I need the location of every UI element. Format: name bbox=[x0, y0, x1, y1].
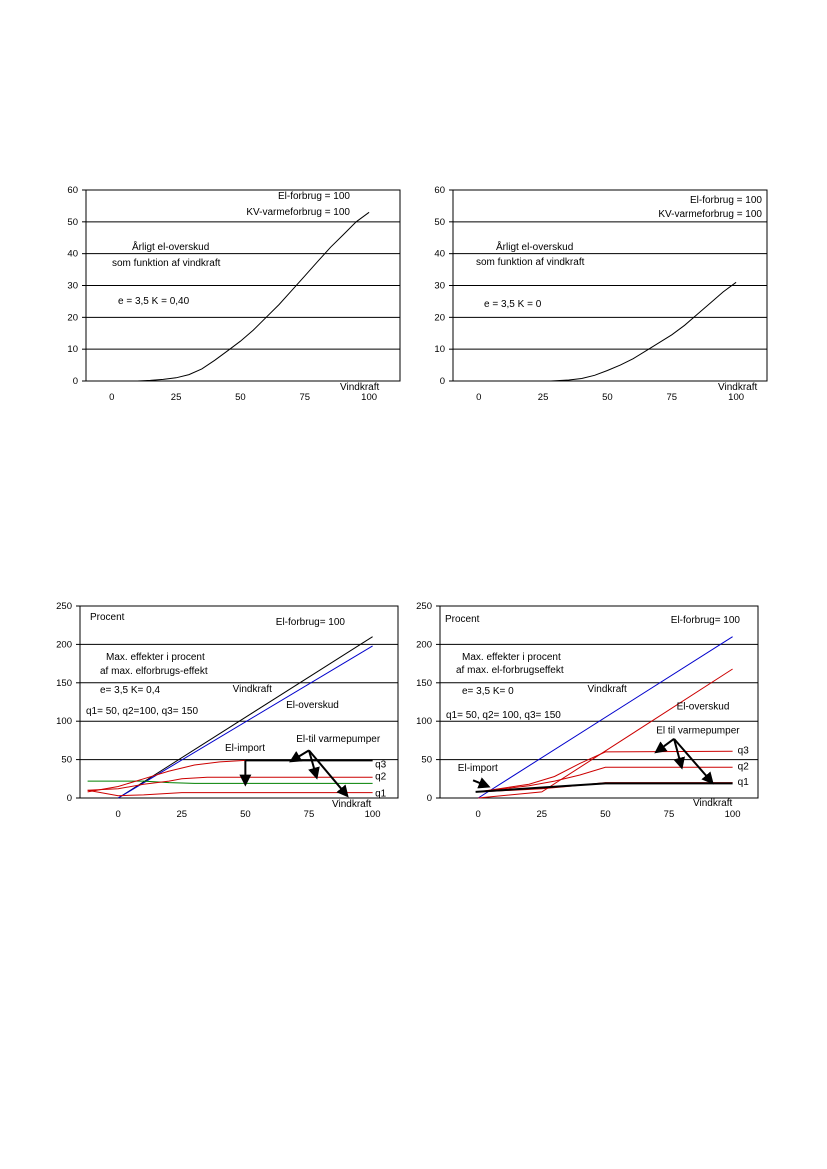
series-line-el-overskud bbox=[551, 282, 736, 381]
annotation-label: q1 bbox=[737, 776, 749, 788]
y-tick-label: 20 bbox=[434, 312, 445, 324]
y-tick-label: 150 bbox=[416, 677, 432, 689]
chart-1 bbox=[67, 185, 400, 403]
annotation-label: q3 bbox=[737, 745, 749, 757]
y-tick-label: 200 bbox=[416, 639, 432, 651]
annotation-label: Vindkraft bbox=[587, 684, 627, 696]
y-tick-label: 150 bbox=[56, 677, 72, 689]
annotation-arrow bbox=[473, 780, 488, 786]
annotation-label: q2 bbox=[375, 771, 387, 783]
legend-text: KV-varmeforbrug = 100 bbox=[658, 209, 762, 220]
chart-title-line: af max. el-forbrugseffekt bbox=[456, 665, 564, 676]
legend-text: El-forbrug = 100 bbox=[278, 191, 350, 202]
y-tick-label: 0 bbox=[72, 376, 78, 387]
chart-title-line: Max. effekter i procent bbox=[462, 652, 561, 663]
x-axis-label: Vindkraft bbox=[332, 799, 372, 810]
x-axis-label: Vindkraft bbox=[718, 382, 758, 393]
y-tick-label: 0 bbox=[426, 793, 432, 804]
x-tick-label: 0 bbox=[115, 809, 121, 820]
x-tick-label: 100 bbox=[364, 809, 381, 820]
y-tick-label: 50 bbox=[421, 754, 432, 766]
legend-text: El-forbrug= 100 bbox=[670, 615, 740, 626]
x-tick-label: 100 bbox=[361, 392, 378, 403]
plot-frame bbox=[80, 606, 398, 798]
params-text: e= 3,5 K= 0,4 bbox=[100, 685, 161, 696]
y-tick-label: 30 bbox=[434, 280, 445, 292]
chart-4 bbox=[416, 601, 758, 820]
x-tick-label: 75 bbox=[666, 392, 678, 403]
legend-text: El-forbrug = 100 bbox=[690, 195, 762, 206]
x-tick-label: 0 bbox=[109, 392, 115, 403]
x-tick-label: 50 bbox=[240, 809, 251, 820]
annotation-label: El-overskud bbox=[676, 701, 730, 713]
x-tick-label: 75 bbox=[299, 392, 311, 403]
y-tick-label: 50 bbox=[434, 216, 445, 228]
y-tick-label: 40 bbox=[434, 248, 445, 260]
annotation-label: El-import bbox=[225, 743, 266, 755]
annotation-label: q3 bbox=[375, 759, 387, 771]
annotation-label: El til varmepumper bbox=[656, 725, 740, 737]
series-line-q2 bbox=[478, 767, 732, 792]
chart-title-line: Årligt el-overskud bbox=[132, 242, 210, 253]
annotation-label: Vindkraft bbox=[232, 684, 272, 696]
x-tick-label: 100 bbox=[724, 809, 741, 820]
y-tick-label: 10 bbox=[67, 344, 78, 356]
annotation-label: q2 bbox=[737, 761, 749, 773]
annotation-label: El-overskud bbox=[286, 700, 339, 712]
y-tick-label: 0 bbox=[439, 376, 445, 387]
annotation-label: El-til varmepumper bbox=[296, 733, 381, 745]
x-tick-label: 25 bbox=[170, 392, 182, 403]
x-tick-label: 0 bbox=[475, 809, 481, 820]
x-tick-label: 100 bbox=[728, 392, 745, 403]
params-text: e= 3,5 K= 0 bbox=[462, 686, 514, 697]
y-tick-label: 60 bbox=[434, 185, 445, 196]
x-tick-label: 25 bbox=[176, 809, 188, 820]
chart-title-line: som funktion af vindkraft bbox=[476, 257, 585, 268]
x-tick-label: 75 bbox=[663, 809, 675, 820]
y-tick-label: 250 bbox=[56, 601, 72, 612]
annotation-arrow bbox=[656, 739, 674, 752]
chart-title-line: Årligt el-overskud bbox=[496, 242, 574, 253]
y-tick-label: 200 bbox=[56, 639, 72, 651]
annotation-label: El-import bbox=[457, 763, 498, 775]
y-tick-label: 50 bbox=[61, 754, 72, 766]
y-tick-label: 60 bbox=[67, 185, 78, 196]
x-tick-label: 50 bbox=[602, 392, 613, 403]
chart-title-line: Max. effekter i procent bbox=[106, 652, 205, 663]
chart-title-line: af max. elforbrugs-effekt bbox=[100, 666, 208, 677]
params-text-2: q1= 50, q2=100, q3= 150 bbox=[86, 706, 199, 717]
chart-title-line: som funktion af vindkraft bbox=[112, 258, 221, 269]
y-tick-label: 100 bbox=[56, 716, 72, 728]
y-axis-label: Procent bbox=[445, 614, 480, 625]
params-text: e = 3,5 K = 0,40 bbox=[118, 296, 190, 307]
series-line-q3 bbox=[478, 751, 732, 792]
x-tick-label: 50 bbox=[235, 392, 246, 403]
x-tick-label: 0 bbox=[476, 392, 482, 403]
legend-text: El-forbrug= 100 bbox=[275, 617, 345, 628]
y-tick-label: 20 bbox=[67, 312, 78, 324]
y-tick-label: 0 bbox=[66, 793, 72, 804]
y-tick-label: 50 bbox=[67, 216, 78, 228]
y-tick-label: 10 bbox=[434, 344, 445, 356]
params-text-2: q1= 50, q2= 100, q3= 150 bbox=[446, 710, 561, 721]
y-axis-label: Procent bbox=[90, 612, 125, 623]
y-tick-label: 250 bbox=[416, 601, 432, 612]
y-tick-label: 100 bbox=[416, 716, 432, 728]
params-text: e = 3,5 K = 0 bbox=[484, 299, 542, 310]
x-tick-label: 25 bbox=[536, 809, 548, 820]
legend-text: KV-varmeforbrug = 100 bbox=[246, 207, 350, 218]
chart-3 bbox=[56, 601, 398, 820]
x-tick-label: 25 bbox=[537, 392, 549, 403]
x-axis-label: Vindkraft bbox=[693, 798, 733, 809]
y-tick-label: 30 bbox=[67, 280, 78, 292]
y-tick-label: 40 bbox=[67, 248, 78, 260]
x-tick-label: 50 bbox=[600, 809, 611, 820]
chart-2 bbox=[434, 185, 767, 403]
annotation-label: q1 bbox=[375, 788, 387, 800]
x-tick-label: 75 bbox=[303, 809, 315, 820]
x-axis-label: Vindkraft bbox=[340, 382, 380, 393]
